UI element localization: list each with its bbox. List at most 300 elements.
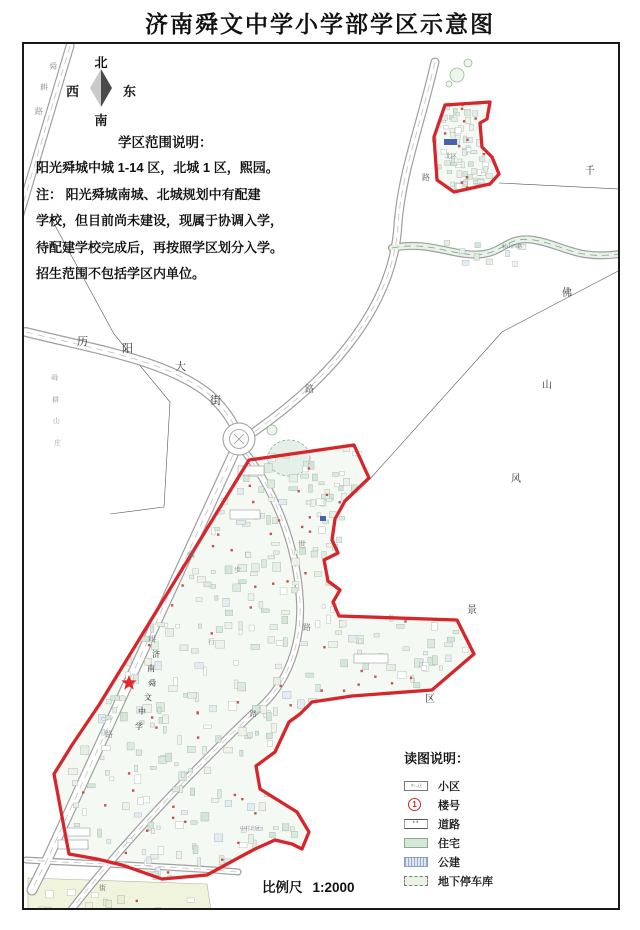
- building: [316, 684, 321, 691]
- building: [143, 796, 150, 803]
- building: [150, 723, 154, 727]
- building-number-mark: [148, 644, 150, 646]
- building-number-mark: [404, 620, 406, 622]
- tree: [267, 425, 277, 435]
- building: [117, 896, 124, 904]
- residential-swatch-icon: [404, 838, 428, 848]
- building: [134, 813, 141, 817]
- building: [273, 826, 278, 829]
- building: [398, 671, 406, 678]
- building: [348, 635, 357, 642]
- map-label: 中: [138, 707, 146, 716]
- building: [176, 624, 180, 628]
- building-number-mark: [308, 467, 310, 469]
- compass-north-label: 北: [94, 55, 108, 70]
- building-number-mark: [410, 677, 412, 679]
- building: [314, 572, 322, 577]
- building-number-mark: [278, 519, 280, 521]
- building: [203, 725, 211, 728]
- building: [279, 499, 287, 504]
- building: [201, 812, 209, 821]
- building: [100, 756, 104, 760]
- building: [444, 240, 450, 245]
- building: [247, 804, 254, 811]
- building-number-mark: [155, 726, 157, 728]
- building: [197, 576, 205, 582]
- building: [470, 150, 477, 153]
- building: [464, 109, 470, 115]
- building: [462, 647, 469, 652]
- map-label: 大: [175, 361, 186, 373]
- building: [211, 584, 216, 588]
- map-label: 舜: [187, 550, 195, 559]
- building: [113, 708, 117, 713]
- map-label: 路: [250, 711, 257, 718]
- building: [374, 633, 379, 637]
- building: [327, 615, 331, 624]
- building: [238, 727, 246, 736]
- note-line: 学校，但目前尚未建设，现属于协调入学，: [36, 213, 284, 228]
- building: [474, 180, 478, 183]
- building: [245, 552, 250, 557]
- map-label: 文: [144, 693, 152, 702]
- building: [447, 170, 452, 173]
- building: [301, 474, 309, 478]
- building: [457, 171, 462, 178]
- map-label: 世: [298, 540, 306, 549]
- building: [174, 677, 178, 686]
- building-number-mark: [323, 646, 325, 648]
- legend-item-underground-garage: [404, 871, 594, 890]
- building: [465, 117, 471, 124]
- building: [216, 627, 222, 633]
- building: [319, 482, 324, 485]
- building: [339, 621, 346, 627]
- building: [462, 150, 466, 156]
- building-number-mark: [444, 132, 446, 134]
- tree: [446, 81, 452, 87]
- building: [294, 550, 297, 554]
- building-number-mark: [339, 501, 341, 503]
- building: [67, 889, 75, 895]
- building: [260, 705, 266, 713]
- building: [138, 798, 143, 805]
- building: [251, 644, 260, 649]
- building: [68, 768, 77, 774]
- building: [273, 677, 280, 684]
- building-number-mark: [128, 772, 130, 774]
- label-box: [354, 654, 388, 663]
- building: [443, 126, 448, 129]
- building: [46, 890, 54, 898]
- building: [336, 631, 342, 635]
- building: [198, 624, 201, 628]
- building: [302, 466, 308, 472]
- compass-south-label: 南: [94, 113, 108, 128]
- building-number-mark: [458, 145, 460, 147]
- legend-item-community: [404, 776, 594, 795]
- building-number-swatch-icon: [408, 798, 421, 811]
- building: [289, 474, 298, 482]
- building-number-mark: [309, 516, 311, 518]
- building: [127, 743, 134, 750]
- building: [255, 731, 259, 735]
- building: [237, 488, 243, 494]
- building: [203, 746, 207, 754]
- building: [87, 784, 95, 788]
- building: [283, 638, 287, 647]
- building: [484, 166, 488, 172]
- building: [180, 645, 188, 651]
- building: [187, 746, 195, 752]
- building: [215, 596, 218, 600]
- compass-rose: [60, 52, 142, 128]
- building: [310, 461, 314, 469]
- building: [174, 763, 178, 766]
- building: [414, 682, 420, 687]
- building: [266, 713, 271, 721]
- note-line: 招生范围不包括学区内单位。: [36, 266, 206, 281]
- building: [289, 487, 298, 491]
- building: [271, 542, 279, 545]
- building-number-mark: [391, 682, 393, 684]
- building: [176, 851, 181, 858]
- map-label: 舜: [51, 375, 58, 382]
- compass-diamond-icon: [88, 69, 114, 107]
- building: [142, 849, 145, 855]
- map-label: 山: [53, 418, 60, 425]
- building: [472, 168, 476, 174]
- building-number-mark: [212, 545, 214, 547]
- building: [463, 172, 468, 177]
- building: [216, 640, 225, 648]
- building: [273, 518, 278, 524]
- map-label: 区: [425, 694, 435, 705]
- building: [291, 831, 297, 837]
- building: [269, 832, 275, 837]
- building: [261, 560, 266, 568]
- building: [250, 572, 257, 576]
- building-number-mark: [237, 842, 239, 844]
- building: [327, 498, 332, 501]
- building: [274, 551, 279, 554]
- building-number-mark: [125, 852, 127, 854]
- building-number-mark: [171, 604, 173, 606]
- building: [168, 686, 177, 692]
- building: [451, 163, 457, 166]
- building: [276, 641, 283, 646]
- note-line: 待配建学校完成后，再按照学区划分入学。: [36, 239, 284, 255]
- building: [225, 622, 232, 628]
- legend-item-road: [404, 814, 594, 833]
- building-number-mark: [357, 683, 359, 685]
- building: [306, 501, 311, 504]
- building: [45, 907, 51, 908]
- building: [312, 474, 317, 481]
- building: [223, 598, 229, 606]
- swatch-sample: 中—区: [410, 783, 422, 788]
- building: [275, 664, 281, 669]
- map-label: 济: [152, 650, 160, 659]
- building: [455, 127, 461, 133]
- building: [455, 135, 460, 139]
- building-number-mark: [211, 632, 213, 634]
- building: [423, 651, 427, 655]
- map-label: 路: [303, 623, 311, 632]
- building: [297, 700, 304, 708]
- building: [204, 767, 210, 774]
- building: [451, 132, 455, 137]
- building: [211, 798, 219, 802]
- map-label: 中村北区: [240, 826, 261, 832]
- building: [176, 822, 184, 829]
- building: [239, 622, 242, 630]
- building: [273, 708, 277, 716]
- building: [111, 696, 120, 700]
- building: [134, 765, 138, 771]
- building: [196, 598, 202, 602]
- building: [468, 162, 473, 166]
- building-number-mark: [136, 900, 138, 902]
- building-number-mark: [374, 676, 376, 678]
- building-number-mark: [82, 791, 84, 793]
- building-number-mark: [270, 533, 272, 535]
- building: [344, 478, 350, 486]
- building: [178, 736, 182, 745]
- building: [157, 826, 160, 829]
- building: [173, 787, 180, 792]
- building: [357, 650, 361, 654]
- map-label: 路: [305, 384, 315, 394]
- building: [151, 854, 158, 859]
- building-number-mark: [217, 533, 219, 535]
- building: [451, 118, 457, 122]
- building: [387, 664, 396, 670]
- building: [191, 649, 198, 653]
- building: [259, 601, 263, 608]
- building-number-mark: [360, 670, 362, 672]
- compass-east-label: 东: [122, 84, 136, 99]
- building: [106, 900, 112, 908]
- swatch-sample: 1: [412, 799, 417, 809]
- legend-item-building-number: [404, 795, 594, 814]
- building: [157, 623, 165, 627]
- legend-label: 公建: [438, 856, 460, 869]
- building: [333, 472, 339, 476]
- building: [240, 750, 243, 756]
- building: [150, 766, 156, 769]
- building: [267, 515, 271, 524]
- scale-value: 1:2000: [312, 880, 355, 895]
- building: [428, 639, 435, 648]
- building: [233, 584, 241, 592]
- page-title: 济南舜文中学小学部学区示意图: [145, 11, 495, 37]
- building: [340, 471, 344, 475]
- map-label: 北区: [445, 154, 458, 160]
- building: [439, 666, 442, 670]
- building: [189, 575, 193, 579]
- building: [270, 624, 277, 629]
- building-number-mark: [252, 501, 254, 503]
- building: [204, 667, 207, 675]
- tree: [464, 59, 472, 67]
- building-number-mark: [234, 794, 236, 796]
- building: [187, 898, 194, 902]
- building: [313, 548, 318, 551]
- building: [317, 513, 321, 517]
- district-scope-heading: 学区范围说明：: [118, 135, 213, 150]
- building: [72, 781, 77, 786]
- building: [261, 609, 269, 613]
- building: [181, 772, 185, 777]
- map-label: 路: [422, 173, 430, 182]
- note-line: 注： 阳光舜城南城、北城规划中有配建: [36, 186, 261, 202]
- building-number-mark: [326, 494, 328, 496]
- map-label: 学: [135, 722, 143, 731]
- building: [325, 489, 330, 493]
- building: [38, 907, 46, 908]
- building-number-mark: [466, 139, 468, 141]
- building: [403, 647, 409, 651]
- building: [421, 665, 427, 670]
- map-label: 步: [234, 567, 241, 574]
- building: [460, 249, 465, 254]
- map-label: 阳: [122, 343, 133, 355]
- compass-west-label: 西: [66, 84, 80, 99]
- map-scale: [262, 876, 355, 896]
- building: [181, 811, 187, 815]
- building: [432, 622, 438, 630]
- building: [122, 803, 129, 810]
- building: [282, 616, 288, 624]
- building: [292, 587, 298, 593]
- building: [166, 628, 174, 636]
- building: [282, 691, 291, 698]
- note-line: 阳光舜城中城 1-14 区，北城 1 区，熙园。: [36, 160, 279, 175]
- map-label: 历: [77, 336, 88, 348]
- building: [309, 485, 313, 493]
- building-number-mark: [172, 817, 174, 819]
- building: [163, 726, 166, 733]
- building-number-mark: [184, 821, 186, 823]
- building: [127, 839, 133, 843]
- building: [109, 777, 114, 781]
- building: [445, 643, 453, 647]
- building: [214, 527, 219, 530]
- legend-heading: 读图说明：: [404, 751, 470, 766]
- building: [158, 707, 161, 714]
- map-label: 街: [210, 395, 221, 407]
- building-number-mark: [196, 711, 198, 713]
- legend-item-residential: [404, 833, 594, 852]
- map-label: 路: [35, 107, 43, 116]
- building: [268, 637, 275, 643]
- building: [204, 582, 211, 587]
- building: [234, 680, 238, 688]
- label-box: [58, 840, 88, 849]
- building-number-mark: [241, 798, 243, 800]
- building: [259, 803, 266, 811]
- building: [316, 621, 320, 628]
- building: [214, 834, 223, 842]
- map-label: 风: [511, 474, 521, 485]
- building-number-mark: [483, 153, 485, 155]
- building: [193, 846, 198, 854]
- building: [513, 261, 517, 267]
- building: [271, 724, 276, 733]
- public-building-swatch-icon: [404, 857, 428, 867]
- road-swatch-icon: [404, 819, 428, 829]
- building: [166, 753, 172, 761]
- building: [462, 260, 469, 265]
- map-label: 街: [99, 885, 106, 892]
- building: [210, 705, 217, 712]
- building: [225, 610, 233, 615]
- building: [267, 480, 275, 488]
- building-number-mark: [197, 736, 199, 738]
- building: [477, 170, 481, 175]
- building: [273, 562, 281, 571]
- building: [473, 111, 478, 117]
- community-swatch-icon: [404, 781, 428, 791]
- building: [453, 630, 458, 633]
- building: [479, 157, 484, 162]
- building-number-mark: [181, 584, 183, 586]
- legend-item-public-building: [404, 852, 594, 871]
- building-number-mark: [461, 108, 463, 110]
- building: [475, 243, 481, 248]
- district-scope-notes: [36, 155, 381, 288]
- parcel-line: [499, 183, 618, 189]
- building: [134, 775, 141, 784]
- building: [158, 847, 163, 855]
- building-number-mark: [151, 716, 153, 718]
- building: [151, 829, 155, 834]
- building: [190, 788, 194, 796]
- building: [268, 556, 275, 559]
- building: [282, 824, 289, 831]
- building: [102, 746, 111, 751]
- building: [179, 785, 182, 792]
- swatch-sample: **: [412, 820, 420, 827]
- legend-items: [404, 776, 594, 890]
- building-number-mark: [146, 830, 148, 832]
- building: [293, 581, 299, 585]
- building: [269, 497, 275, 501]
- building: [249, 834, 254, 843]
- building: [300, 642, 308, 646]
- map-label: 耕: [40, 83, 48, 92]
- building-number-mark: [167, 871, 169, 873]
- building: [195, 663, 204, 669]
- map-legend: [404, 748, 594, 890]
- building: [73, 803, 78, 808]
- building: [151, 624, 154, 632]
- map-label: 舜: [148, 679, 156, 688]
- label-box: [64, 828, 90, 836]
- building-number-mark: [250, 606, 252, 608]
- building-number-mark: [343, 689, 345, 691]
- legend-label: 楼号: [438, 799, 460, 812]
- building: [466, 148, 471, 152]
- building-number-mark: [475, 117, 477, 119]
- building: [506, 250, 510, 256]
- building-number-mark: [466, 176, 468, 178]
- building: [248, 594, 254, 601]
- map-label: 耕: [148, 635, 156, 644]
- building-number-mark: [272, 583, 274, 585]
- tree: [450, 68, 464, 82]
